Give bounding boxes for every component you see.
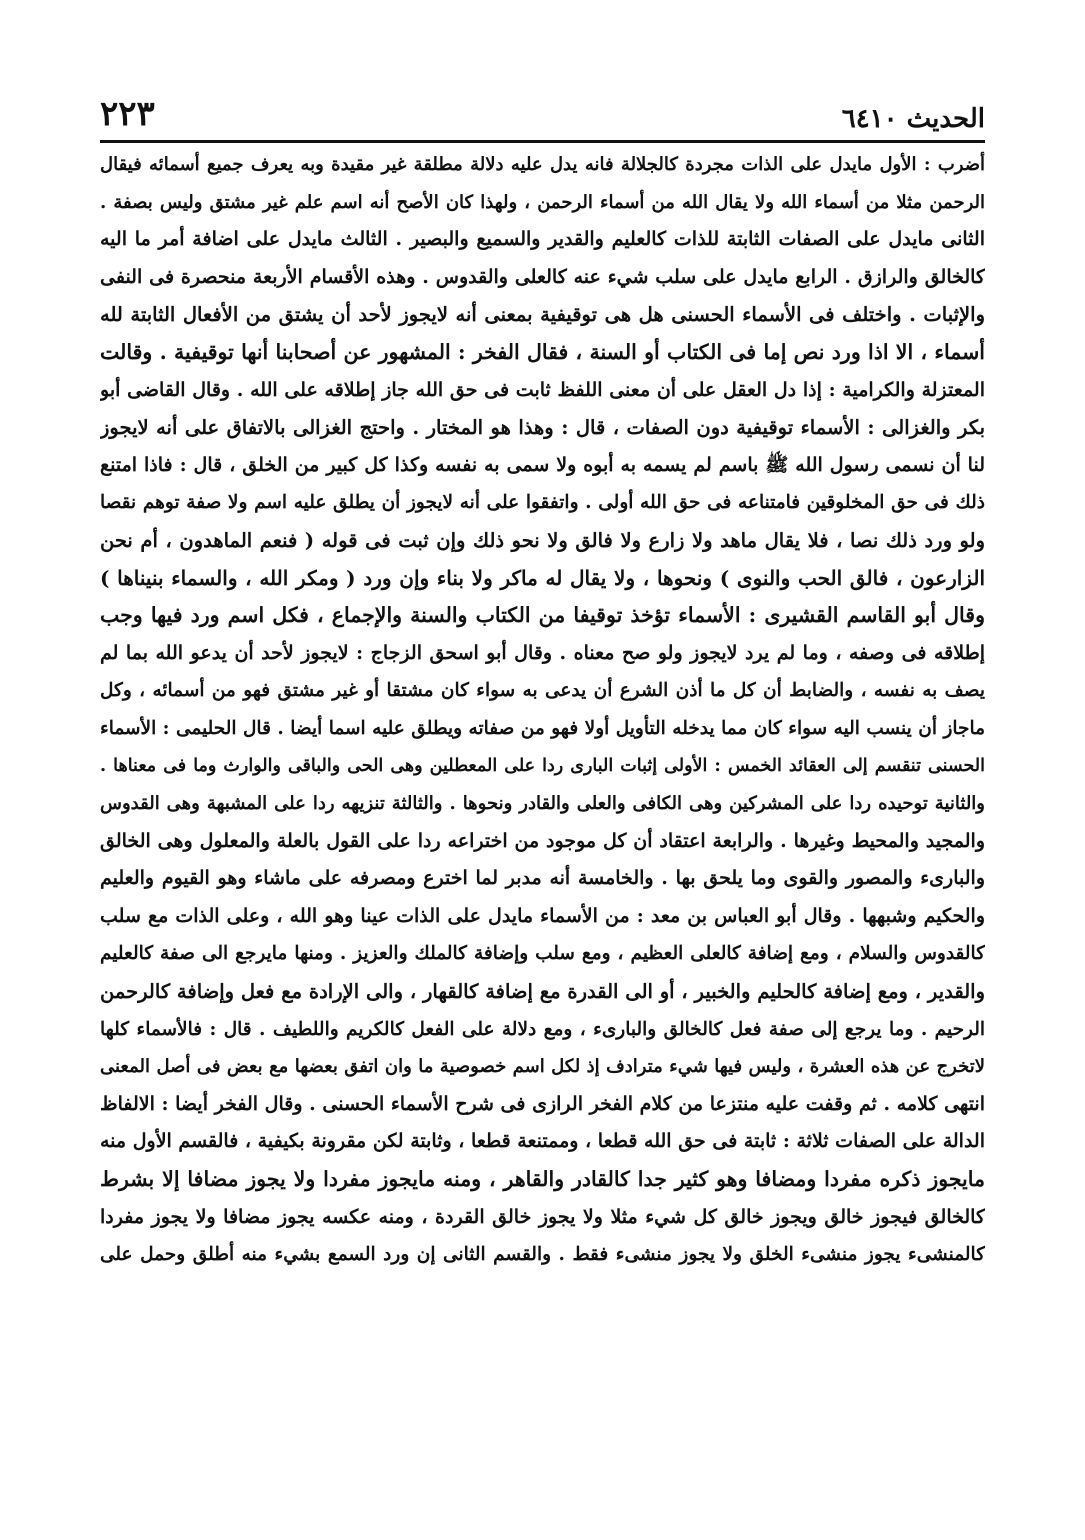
text-line: كالخالق والرازق . الرابع مايدل على سلب شيء عنه كالعلى والقدوس . وهذه الأقسام الأربعة منحصرة فى النفى bbox=[100, 265, 985, 288]
text-line: الزارعون ، فالق الحب والنوى ) ونحوها ، ولا يقال له ماكر ولا بناء وإن ورد ( ومكر الله ، والسماء بنيناها ) bbox=[100, 565, 985, 590]
header-rule bbox=[100, 140, 985, 143]
running-head: الحديث ٦٤١٠ bbox=[841, 104, 985, 134]
text-line: الحسنى تنقسم إلى العقائد الخمس : الأولى إثبات البارى ردا على المعطلين وهى الحى والباقى والوارث وما فى معناها . bbox=[100, 755, 985, 776]
page-number: ٢٢٣ bbox=[100, 94, 155, 134]
text-line: وقال أبو القاسم القشيرى : الأسماء تؤخذ توقيفا من الكتاب والسنة والإجماع ، فكل اسم ورد فيها وجب bbox=[100, 603, 985, 628]
text-line: بكر والغزالى : الأسماء توقيفية دون الصفات ، قال : وهذا هو المختار . واحتج الغزالى بالاتفاق على أنه لايجوز bbox=[100, 416, 985, 440]
text-line: الدالة على الصفات ثلاثة : ثابتة فى حق الله قطعا ، وممتنعة قطعا ، وثابتة لكن مقرونة بكيفية ، فالقسم الأول منه bbox=[100, 1130, 985, 1153]
text-line: إطلاقه فى وصفه ، وما لم يرد لايجوز ولو صح معناه . وقال أبو اسحق الزجاج : لايجوز لأحد أن يدعو الله بما لم bbox=[100, 641, 985, 664]
text-line: الرحمن مثلا من أسماء الله ولا يقال الله من أسماء الرحمن ، ولهذا كان الأصح أنه اسم علم غير مشتق وليس بصفة . bbox=[100, 191, 985, 213]
text-line: والمجيد والمحيط وغيرها . والرابعة اعتقاد أن كل موجود من اختراعه ردا على القول بالعلة والمعلول وهى الخالق bbox=[100, 829, 985, 852]
text-line: يصف به نفسه ، والضابط أن كل ما أذن الشرع أن يدعى به سواء كان مشتقا أو غير مشتق فهو من أسمائه ، وكل bbox=[100, 680, 985, 702]
text-line: مايجوز ذكره مفردا ومضافا وهو كثير جدا كالقادر والقاهر ، ومنه مايجوز مفردا ولا يجوز مضافا إلا بشرط bbox=[100, 1167, 985, 1192]
text-line: أسماء ، الا اذا ورد نص إما فى الكتاب أو السنة ، فقال الفخر : المشهور عن أصحابنا أنها توقيفية . وقالت bbox=[100, 339, 985, 364]
text-line: ولو ورد ذلك نصا ، فلا يقال ماهد ولا زارع ولا فالق ولا نحو ذلك وإن ثبت فى قوله ( فنعم الماهدون ، أم نحن bbox=[100, 528, 985, 552]
text-line: والبارىء والمصور والقوى وما يلحق بها . والخامسة أنه مدبر لما اخترع ومصرفه على ماشاء وهو القيوم والعليم bbox=[100, 867, 985, 890]
text-line: ذلك فى حق المخلوقين فامتناعه فى حق الله أولى . واتفقوا على أنه لايجوز أن يطلق عليه اسم ولا صفة توهم نقصا bbox=[100, 492, 985, 514]
text-line: كالخالق فيجوز خالق ويجوز خالق كل شيء مثلا ولا يجوز خالق القردة ، ومنه عكسه يجوز مضافا ولا يجوز مفردا bbox=[100, 1205, 985, 1228]
text-line: انتهى كلامه . ثم وقفت عليه منتزعا من كلام الفخر الرازى فى شرح الأسماء الحسنى . وقال الفخر أيضا : الالفاظ bbox=[100, 1092, 985, 1115]
text-line: كالمنشىء يجوز منشىء الخلق ولا يجوز منشىء فقط . والقسم الثانى إن ورد السمع بشيء منه أطلق وحمل على bbox=[100, 1244, 985, 1266]
text-line: والثانية توحيده ردا على المشركين وهى الكافى والعلى والقادر ونحوها . والثالثة تنزيهه ردا على المشبهة وهى القدوس bbox=[100, 793, 985, 815]
text-line: لاتخرج عن هذه العشرة ، وليس فيها شيء مترادف إذ لكل اسم خصوصية ما وان اتفق بعضها مع بعض فى أصل المعنى bbox=[100, 1056, 985, 1078]
text-line: ماجاز أن ينسب اليه سواء كان مما يدخله التأويل أولا فهو من صفاته ويطلق عليه اسما أيضا . قال الحليمى : الأسماء bbox=[100, 717, 985, 739]
text-line: المعتزلة والكرامية : إذا دل العقل على أن معنى اللفظ ثابت فى حق الله جاز إطلاقه على الله . وقال القاضى أبو bbox=[100, 378, 985, 401]
text-line: والإثبات . واختلف فى الأسماء الحسنى هل هى توقيفية بمعنى أنه لايجوز لأحد أن يشتق من الأفعال الثابتة لله bbox=[100, 303, 985, 327]
text-line: الرحيم . وما يرجع إلى صفة فعل كالخالق والبارىء ، ومع دلالة على الفعل كالكريم واللطيف . قال : فالأسماء كلها bbox=[100, 1018, 985, 1040]
text-line: كالقدوس والسلام ، ومع إضافة كالعلى العظيم ، ومع سلب وإضافة كالملك والعزيز . ومنها مايرجع الى صفة كالعليم bbox=[100, 943, 985, 965]
text-line: الثانى مايدل على الصفات الثابتة للذات كالعليم والقدير والسميع والبصير . الثالث مايدل على اضافة أمر ما اليه bbox=[100, 228, 985, 251]
text-line: لنا أن نسمى رسول الله ﷺ باسم لم يسمه به أبوه ولا سمى به نفسه وكذا كل كبير من الخلق ، قال : فاذا امتنع bbox=[100, 453, 985, 476]
text-line: أضرب : الأول مايدل على الذات مجردة كالجلالة فانه يدل عليه دلالة مطلقة غير مقيدة وبه يعرف جميع أسمائه فيقال bbox=[100, 154, 985, 175]
text-line: والقدير ، ومع إضافة كالحليم والخبير ، أو الى القدرة مع إضافة كالقهار ، والى الإرادة مع فعل وإضافة كالرحمن bbox=[100, 980, 985, 1004]
page-header bbox=[100, 88, 985, 134]
body-text bbox=[100, 146, 985, 1274]
text-line: والحكيم وشبهها . وقال أبو العباس بن معد : من الأسماء مايدل على الذات عينا وهو الله ، وعلى الذات مع سلب bbox=[100, 904, 985, 927]
